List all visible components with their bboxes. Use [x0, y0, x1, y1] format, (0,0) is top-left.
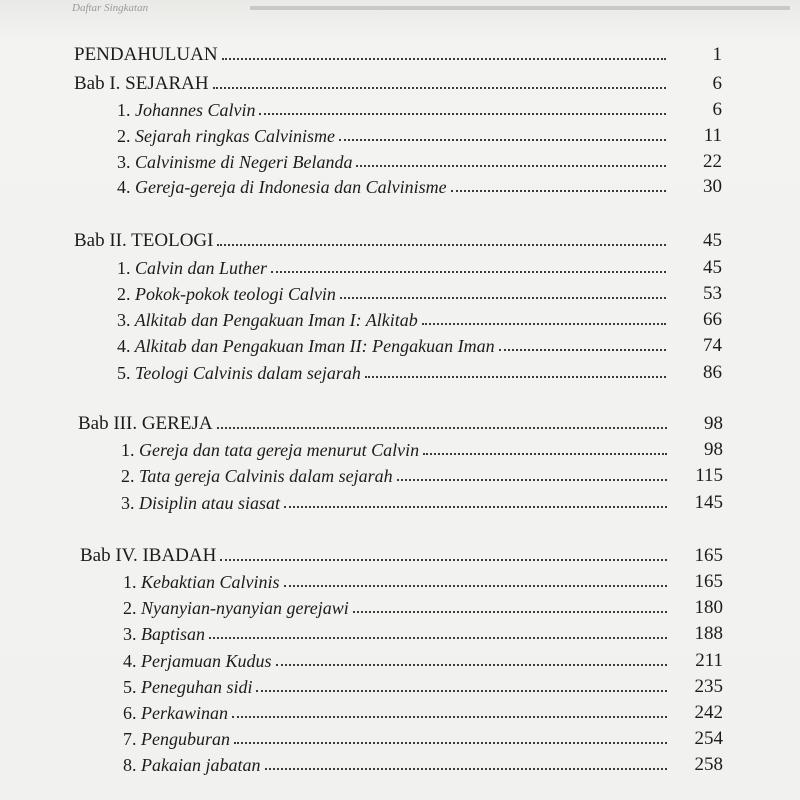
- toc-item: [123, 593, 723, 619]
- item-title: Tata gereja Calvinis dalam sejarah: [139, 466, 393, 486]
- dot-leader: [220, 558, 667, 561]
- item-number: 6.: [123, 703, 137, 723]
- item-title: Sejarah ringkas Calvinisme: [135, 126, 335, 146]
- chapter-title: PENDAHULUAN: [74, 44, 218, 65]
- chapter-title: Bab II. TEOLOGI: [74, 230, 214, 251]
- dot-leader: [353, 610, 667, 613]
- toc-item: [117, 358, 722, 384]
- toc-item: [123, 698, 723, 724]
- item-number: 8.: [123, 755, 137, 775]
- page-number: 86: [703, 362, 722, 383]
- page-number: 242: [694, 702, 723, 723]
- dot-leader: [422, 322, 666, 325]
- page-number: 6: [712, 99, 722, 120]
- page-number: 11: [703, 125, 722, 146]
- page-number: 115: [695, 465, 723, 486]
- item-title: Penguburan: [141, 729, 230, 749]
- page-number: 53: [703, 283, 722, 304]
- dot-leader: [256, 689, 667, 692]
- toc-item: [123, 646, 723, 672]
- toc-chapter-pendahuluan: [74, 40, 722, 66]
- dot-leader: [234, 741, 667, 744]
- item-number: 5.: [117, 363, 131, 383]
- toc-item: [117, 121, 722, 147]
- chapter-title: Bab III. GEREJA: [78, 413, 213, 434]
- item-title: Nyanyian-nyanyian gerejawi: [141, 598, 349, 618]
- page-number: 45: [703, 257, 722, 278]
- toc-chapter-bab-3: [78, 409, 723, 435]
- toc-item: [121, 461, 723, 487]
- item-title: Gereja dan tata gereja menurut Calvin: [139, 440, 420, 460]
- page-number: 165: [694, 545, 723, 566]
- page-number: 45: [703, 230, 722, 251]
- page-number: 66: [703, 309, 722, 330]
- toc-item: [123, 724, 723, 750]
- item-title: Peneguhan sidi: [141, 677, 253, 697]
- item-title: Pakaian jabatan: [141, 755, 261, 775]
- dot-leader: [259, 112, 666, 115]
- item-number: 2.: [117, 126, 131, 146]
- item-title: Alkitab dan Pengakuan Iman II: Pengakuan Iman: [134, 336, 495, 356]
- dot-leader: [265, 767, 668, 770]
- chapter-title: Bab I. SEJARAH: [74, 73, 209, 94]
- page-number: 211: [695, 650, 723, 671]
- dot-leader: [284, 584, 668, 587]
- item-title: Alkitab dan Pengakuan Iman I: Alkitab: [134, 310, 418, 330]
- dot-leader: [217, 243, 666, 246]
- item-title: Perkawinan: [141, 703, 228, 723]
- toc-item: [117, 95, 722, 121]
- dot-leader: [356, 164, 666, 167]
- item-number: 5.: [123, 677, 137, 697]
- page-number: 98: [704, 413, 723, 434]
- dot-leader: [423, 452, 667, 455]
- toc-item: [117, 331, 722, 357]
- toc-item: [117, 253, 722, 279]
- toc-chapter-bab-2: [74, 226, 722, 252]
- dot-leader: [499, 348, 666, 351]
- item-title: Baptisan: [141, 624, 206, 644]
- item-number: 1.: [117, 258, 131, 278]
- dot-leader: [276, 663, 668, 666]
- page-number: 258: [694, 754, 723, 775]
- toc-item: [123, 619, 723, 645]
- dot-leader: [340, 296, 666, 299]
- item-title: Calvinisme di Negeri Belanda: [135, 152, 353, 172]
- toc-item: [123, 750, 723, 776]
- dot-leader: [271, 270, 666, 273]
- item-number: 1.: [121, 440, 135, 460]
- dot-leader: [222, 57, 666, 60]
- item-number: 4.: [117, 177, 131, 197]
- toc-item: [117, 172, 722, 198]
- page-number: 98: [704, 439, 723, 460]
- dot-leader: [284, 505, 667, 508]
- item-title: Disiplin atau siasat: [139, 493, 281, 513]
- page-number: 145: [694, 492, 723, 513]
- toc-item: [123, 567, 723, 593]
- dot-leader: [209, 636, 667, 639]
- toc-chapter-bab-1: [74, 69, 722, 95]
- item-number: 1.: [123, 572, 137, 592]
- item-number: 2.: [117, 284, 131, 304]
- page-number: 235: [694, 676, 723, 697]
- item-number: 2.: [123, 598, 137, 618]
- page-number: 30: [703, 176, 722, 197]
- page-number: 188: [694, 623, 723, 644]
- chapter-title: Bab IV. IBADAH: [80, 545, 217, 566]
- dot-leader: [365, 375, 666, 378]
- toc-item: [123, 672, 723, 698]
- item-number: 1.: [117, 100, 131, 120]
- toc-item: [121, 435, 723, 461]
- item-number: 3.: [117, 152, 131, 172]
- item-number: 2.: [121, 466, 135, 486]
- dot-leader: [217, 426, 667, 429]
- item-title: Kebaktian Calvinis: [141, 572, 280, 592]
- dot-leader: [451, 189, 666, 192]
- page-number: 74: [703, 335, 722, 356]
- item-number: 4.: [117, 336, 131, 356]
- item-title: Teologi Calvinis dalam sejarah: [135, 363, 361, 383]
- dot-leader: [397, 478, 667, 481]
- item-number: 4.: [123, 651, 137, 671]
- item-title: Perjamuan Kudus: [141, 651, 272, 671]
- item-number: 3.: [117, 310, 131, 330]
- toc-item: [117, 279, 722, 305]
- page-number: 180: [694, 597, 723, 618]
- item-title: Calvin dan Luther: [135, 258, 268, 278]
- toc-item: [117, 305, 722, 331]
- toc-chapter-bab-4: [80, 541, 723, 567]
- item-title: Gereja-gereja di Indonesia dan Calvinisme: [135, 177, 447, 197]
- item-number: 7.: [123, 729, 137, 749]
- page-number: 6: [712, 73, 722, 94]
- page-number: 22: [703, 151, 722, 172]
- page-number: 165: [694, 571, 723, 592]
- running-header: Daftar Singkatan: [72, 2, 149, 14]
- dot-leader: [232, 715, 667, 718]
- item-title: Johannes Calvin: [135, 100, 256, 120]
- item-number: 3.: [121, 493, 135, 513]
- toc-item: [117, 147, 722, 173]
- dot-leader: [339, 138, 666, 141]
- page-number: 1: [712, 44, 722, 65]
- dot-leader: [213, 86, 666, 89]
- page-number: 254: [694, 728, 723, 749]
- item-title: Pokok-pokok teologi Calvin: [135, 284, 336, 304]
- item-number: 3.: [123, 624, 137, 644]
- toc-item: [121, 488, 723, 514]
